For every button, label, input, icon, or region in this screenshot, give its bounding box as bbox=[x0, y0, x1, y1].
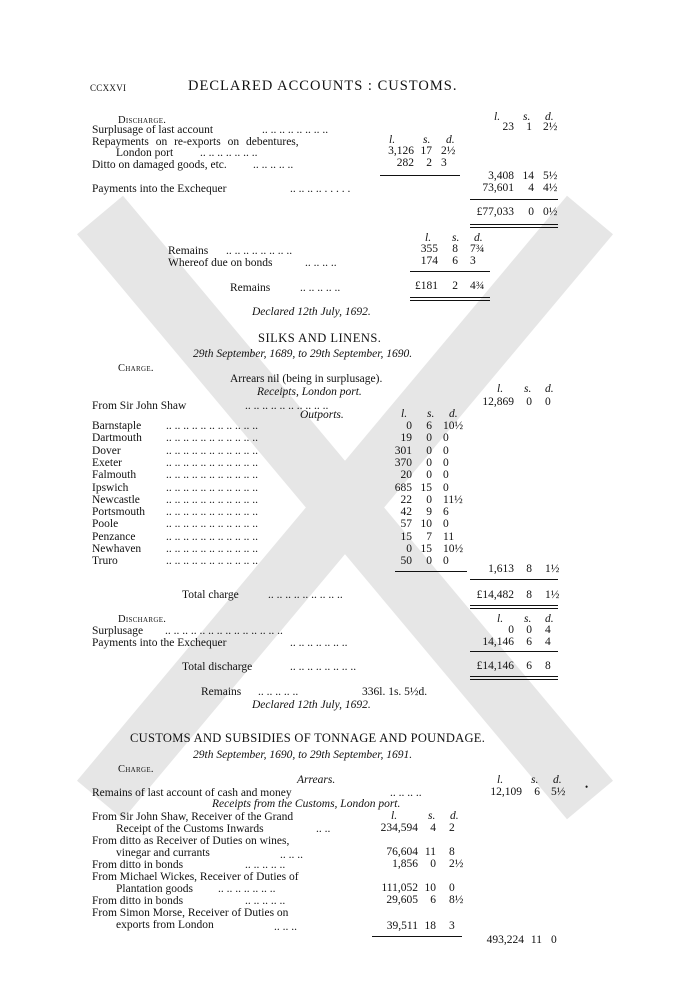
amount-l: 29,605 bbox=[386, 894, 418, 906]
amount-s: 11 bbox=[424, 846, 436, 858]
leaders: .. .. .. .. .. bbox=[258, 686, 299, 698]
amount-s: 6 bbox=[526, 660, 532, 672]
amount-s: 17 bbox=[420, 145, 432, 157]
port-d: 0 bbox=[443, 469, 449, 482]
repayments-label-1: Repayments on re-exports on debentures, bbox=[92, 136, 299, 148]
remains-last-label: Remains of last account of cash and money bbox=[92, 787, 292, 799]
amount-l: 0 bbox=[508, 624, 514, 636]
stray-mark: • bbox=[585, 782, 589, 792]
port-s: 6 bbox=[426, 420, 432, 432]
port-s: 0 bbox=[426, 444, 432, 457]
port-l: 0 bbox=[406, 420, 412, 432]
rule bbox=[470, 579, 558, 580]
leaders: .. .. .. .. .. .. .. bbox=[290, 637, 348, 649]
amount-d: 1½ bbox=[545, 563, 560, 575]
shaw-label-2: Receipt of the Customs Inwards bbox=[116, 823, 264, 835]
amount-d: 4¾ bbox=[470, 280, 485, 292]
port-d: 0 bbox=[443, 444, 449, 457]
remains-label: Remains bbox=[168, 245, 209, 257]
page-number: ccxxvi bbox=[90, 79, 127, 94]
rule bbox=[380, 175, 460, 176]
col-d: d. bbox=[553, 774, 562, 786]
arrears-heading: Arrears. bbox=[297, 774, 336, 786]
double-rule bbox=[470, 224, 558, 228]
leaders: .. .. .. .. .. .. .. .. .. .. .. bbox=[166, 420, 258, 432]
leaders: .. .. .. .. .. .. .. .. .. .. .. bbox=[166, 530, 258, 543]
declared-note: Declared 12th July, 1692. bbox=[252, 699, 371, 711]
amount-s: 0 bbox=[528, 206, 534, 218]
amount-d: 2½ bbox=[441, 145, 456, 157]
col-l: l. bbox=[494, 111, 501, 123]
col-d: d. bbox=[474, 232, 483, 244]
port-s: 0 bbox=[426, 432, 432, 445]
wickes-label-1: From Michael Wickes, Receiver of Duties of bbox=[92, 871, 299, 883]
running-title: DECLARED ACCOUNTS : CUSTOMS. bbox=[188, 78, 458, 94]
amount-l: 14,146 bbox=[482, 636, 514, 648]
amount-d: 1½ bbox=[545, 589, 560, 601]
wines-label-2: vinegar and currants bbox=[116, 847, 210, 859]
morse-label-1: From Simon Morse, Receiver of Duties on bbox=[92, 907, 289, 919]
wickes-label-2: Plantation goods bbox=[116, 883, 193, 895]
leaders: .. .. .. .. .. bbox=[300, 282, 341, 294]
declared-note: Declared 12th July, 1692. bbox=[252, 306, 371, 318]
port-l: 50 bbox=[400, 555, 412, 568]
amount-l: 355 bbox=[420, 243, 438, 255]
amount-d: 7¾ bbox=[470, 243, 485, 255]
leaders: .. .. .. .. .. .. .. .. .. .. .. bbox=[166, 543, 258, 555]
leaders: .. .. .. .. bbox=[390, 787, 422, 799]
port-s: 0 bbox=[426, 456, 432, 469]
col-l: l. bbox=[391, 810, 398, 822]
amount-l: £77,033 bbox=[476, 206, 514, 218]
col-d: d. bbox=[446, 134, 455, 146]
amount-d: 8 bbox=[449, 846, 455, 858]
amount-l: 73,601 bbox=[482, 182, 514, 194]
leaders: .. .. bbox=[316, 823, 331, 835]
amount-s: 14 bbox=[522, 170, 534, 182]
remains2-label: Remains bbox=[230, 282, 271, 294]
charge-heading: Charge. bbox=[118, 363, 154, 374]
amount-l: 234,594 bbox=[380, 822, 418, 834]
amount-s: 0 bbox=[430, 858, 436, 870]
port-d: 10½ bbox=[443, 420, 464, 432]
port-l: 20 bbox=[400, 469, 412, 482]
port-l: 0 bbox=[406, 543, 412, 555]
amount-s: 6 bbox=[534, 786, 540, 798]
port-s: 15 bbox=[420, 543, 432, 555]
section-title: SILKS AND LINENS. bbox=[258, 331, 382, 345]
rule bbox=[410, 271, 490, 272]
receipts-heading: Receipts, London port. bbox=[257, 386, 362, 398]
leaders: .. .. .. .. .. .. .. bbox=[218, 883, 276, 895]
port-name: Exeter bbox=[92, 456, 123, 469]
col-s: s. bbox=[452, 232, 460, 244]
amount-l: 12,869 bbox=[482, 396, 514, 408]
leaders: .. .. .. .. .. .. .. .. .. .. .. bbox=[166, 518, 258, 531]
leaders: .. .. .. .. .. .. .. .. .. .. .. bbox=[166, 432, 258, 445]
amount-s: 0 bbox=[526, 396, 532, 408]
amount-d: 8 bbox=[545, 660, 551, 672]
leaders: .. .. .. .. .. bbox=[253, 159, 294, 171]
port-d: 11 bbox=[443, 530, 455, 543]
port-name: Truro bbox=[92, 555, 118, 568]
port-d: 0 bbox=[443, 432, 449, 445]
col-d: d. bbox=[545, 613, 554, 625]
port-name: Newcastle bbox=[92, 493, 140, 506]
leaders: .. .. .. .. .. .. .. .. .. .. .. bbox=[166, 493, 258, 506]
port-s: 0 bbox=[426, 493, 432, 506]
col-s: s. bbox=[423, 134, 431, 146]
col-l: l. bbox=[497, 383, 504, 395]
amount-s: 6 bbox=[430, 894, 436, 906]
amount-s: 4 bbox=[528, 182, 534, 194]
col-s: s. bbox=[523, 111, 531, 123]
leaders: .. .. .. bbox=[280, 849, 303, 861]
port-s: 7 bbox=[426, 530, 432, 543]
amount-d: 2 bbox=[449, 822, 455, 834]
col-s: s. bbox=[428, 810, 436, 822]
col-l: l. bbox=[389, 134, 396, 146]
receipts-heading: Receipts from the Customs, London port. bbox=[212, 798, 401, 810]
port-l: 685 bbox=[394, 481, 412, 494]
port-s: 15 bbox=[420, 481, 432, 494]
morse-label-2: exports from London bbox=[116, 919, 214, 931]
total-discharge-label: Total discharge bbox=[182, 661, 253, 673]
amount-d: 3 bbox=[449, 920, 455, 932]
amount-l: 76,604 bbox=[386, 846, 418, 858]
amount-l: 1,856 bbox=[392, 858, 418, 870]
amount-s: 0 bbox=[526, 624, 532, 636]
port-name: Poole bbox=[92, 518, 119, 531]
col-l: l. bbox=[425, 232, 432, 244]
amount-l: £181 bbox=[415, 280, 438, 292]
port-name: Ipswich bbox=[92, 481, 129, 494]
amount-s: 8 bbox=[526, 589, 532, 601]
col-d: d. bbox=[449, 408, 458, 420]
amount-s: 8 bbox=[526, 563, 532, 575]
amount-d: 2½ bbox=[449, 858, 464, 870]
port-l: 19 bbox=[400, 432, 412, 445]
total-charge-label: Total charge bbox=[182, 589, 239, 601]
col-l: l. bbox=[497, 613, 504, 625]
port-l: 57 bbox=[400, 518, 412, 531]
col-s: s. bbox=[524, 383, 532, 395]
exchequer-label: Payments into the Exchequer bbox=[92, 183, 227, 195]
leaders: .. .. .. .. .. .. .. .. .. .. .. .. .. .. bbox=[165, 625, 283, 637]
port-name: Barnstaple bbox=[92, 420, 142, 432]
amount-l: 39,511 bbox=[386, 920, 418, 932]
double-rule bbox=[470, 605, 558, 609]
surplusage-label: Surplusage of last account bbox=[92, 124, 214, 136]
discharge-heading: Discharge. bbox=[118, 115, 167, 126]
bonds-label-1: From ditto in bonds bbox=[92, 859, 184, 871]
leaders: .. .. .. .. .. .. .. .. bbox=[226, 245, 293, 257]
port-d: 11½ bbox=[443, 493, 463, 506]
amount-s: 6 bbox=[452, 255, 458, 267]
leaders: .. .. .. .. .. .. .. .. .. .. .. bbox=[166, 444, 258, 457]
discharge-heading: Discharge. bbox=[118, 614, 167, 625]
section-dates: 29th September, 1689, to 29th September, 1690. bbox=[193, 348, 413, 360]
leaders: .. .. .. .. .. .. .. .. bbox=[262, 124, 329, 136]
amount-d: 4 bbox=[545, 636, 551, 648]
amount-d: 5½ bbox=[543, 170, 558, 182]
section-title: CUSTOMS AND SUBSIDIES OF TONNAGE AND POUNDAGE. bbox=[130, 731, 486, 745]
amount-d: 8½ bbox=[449, 894, 464, 906]
leaders: .. .. .. .. . . . . . bbox=[290, 183, 351, 195]
port-name: Newhaven bbox=[92, 543, 142, 555]
amount-d: 3 bbox=[441, 157, 447, 169]
port-s: 0 bbox=[426, 555, 432, 568]
port-d: 0 bbox=[443, 481, 449, 494]
double-rule bbox=[470, 676, 558, 680]
amount-l: 3,408 bbox=[488, 170, 514, 182]
amount-l: 3,126 bbox=[388, 145, 414, 157]
amount-d: 3 bbox=[470, 255, 476, 267]
leaders: .. .. .. bbox=[274, 921, 297, 933]
amount-s: 1 bbox=[526, 121, 532, 133]
surplusage-label: Surplusage bbox=[92, 625, 144, 637]
leaders: .. .. .. .. .. bbox=[245, 859, 286, 871]
section-dates: 29th September, 1690, to 29th September, 1691. bbox=[193, 749, 413, 761]
charge-heading: Charge. bbox=[118, 764, 154, 775]
amount-d: 0½ bbox=[543, 206, 558, 218]
amount-l: 282 bbox=[396, 157, 414, 169]
amount-l: £14,482 bbox=[476, 589, 514, 601]
port-d: 6 bbox=[443, 506, 449, 519]
port-d: 0 bbox=[443, 456, 449, 469]
port-name: Falmouth bbox=[92, 469, 137, 482]
amount-d: 5½ bbox=[551, 786, 566, 798]
amount-s: 8 bbox=[452, 243, 458, 255]
leaders: .. .. .. .. .. .. .. .. .. .. .. bbox=[166, 469, 258, 482]
leaders: .. .. .. .. .. .. .. .. .. .. .. bbox=[166, 555, 258, 568]
amount-s: 4 bbox=[430, 822, 436, 834]
leaders: .. .. .. .. .. bbox=[245, 895, 286, 907]
outports-heading: Outports. bbox=[300, 409, 344, 421]
double-rule bbox=[410, 297, 490, 301]
shaw-label-1: From Sir John Shaw, Receiver of the Grand bbox=[92, 811, 294, 823]
port-l: 42 bbox=[400, 506, 412, 519]
remains-label: Remains bbox=[201, 686, 242, 698]
amount-d: 0 bbox=[551, 934, 557, 946]
amount-l: 23 bbox=[502, 121, 514, 133]
col-d: d. bbox=[545, 111, 554, 123]
port-d: 0 bbox=[443, 555, 449, 568]
col-s: s. bbox=[427, 408, 435, 420]
amount-l: 12,109 bbox=[490, 786, 522, 798]
rule bbox=[395, 571, 467, 572]
amount-d: 0 bbox=[449, 882, 455, 894]
col-l: l. bbox=[401, 408, 408, 420]
port-l: 301 bbox=[394, 444, 412, 457]
amount-l: 493,224 bbox=[486, 934, 524, 946]
col-l: l. bbox=[497, 774, 504, 786]
amount-l: 1,613 bbox=[488, 563, 514, 575]
rule bbox=[470, 651, 558, 652]
leaders: .. .. .. .. .. .. .. .. .. .. .. bbox=[166, 481, 258, 494]
port-l: 370 bbox=[394, 456, 412, 469]
leaders: .. .. .. .. bbox=[305, 257, 337, 269]
amount-d: 4 bbox=[545, 624, 551, 636]
port-l: 15 bbox=[400, 530, 412, 543]
repayments-label-2: London port bbox=[116, 147, 174, 159]
port-s: 9 bbox=[426, 506, 432, 519]
amount-l: 174 bbox=[420, 255, 438, 267]
port-name: Dover bbox=[92, 444, 121, 457]
amount-s: 2 bbox=[426, 157, 432, 169]
col-d: d. bbox=[545, 383, 554, 395]
rule bbox=[470, 199, 558, 200]
amount-s: 10 bbox=[424, 882, 436, 894]
leaders: .. .. .. .. .. .. .. .. bbox=[290, 661, 357, 673]
port-d: 10½ bbox=[443, 543, 464, 555]
amount-s: 18 bbox=[424, 920, 436, 932]
amount-d: 2½ bbox=[543, 121, 558, 133]
amount-l: 111,052 bbox=[381, 882, 418, 894]
col-s: s. bbox=[531, 774, 539, 786]
whereof-label: Whereof due on bonds bbox=[168, 257, 273, 269]
port-d: 0 bbox=[443, 518, 449, 531]
amount-d: 4½ bbox=[543, 182, 558, 194]
port-l: 22 bbox=[400, 493, 412, 506]
col-d: d. bbox=[450, 810, 459, 822]
remains-value: 336l. 1s. 5½d. bbox=[362, 686, 428, 698]
amount-d: 0 bbox=[545, 396, 551, 408]
leaders: .. .. .. .. .. .. .. .. .. .. .. bbox=[166, 456, 258, 469]
damaged-label: Ditto on damaged goods, etc. bbox=[92, 159, 227, 171]
amount-l: £14,146 bbox=[476, 660, 514, 672]
port-name: Dartmouth bbox=[92, 432, 142, 445]
exchequer-label: Payments into the Exchequer bbox=[92, 637, 227, 649]
leaders: .. .. .. .. .. .. .. .. .. .. .. bbox=[166, 506, 258, 519]
wines-label-1: From ditto as Receiver of Duties on wines, bbox=[92, 835, 290, 847]
amount-s: 11 bbox=[530, 934, 542, 946]
port-name: Penzance bbox=[92, 530, 136, 543]
rule bbox=[372, 936, 462, 937]
port-s: 10 bbox=[420, 518, 432, 531]
leaders: .. .. .. .. .. .. .. bbox=[200, 147, 258, 159]
amount-s: 6 bbox=[526, 636, 532, 648]
port-s: 0 bbox=[426, 469, 432, 482]
port-name: Portsmouth bbox=[92, 506, 146, 519]
col-s: s. bbox=[524, 613, 532, 625]
amount-s: 2 bbox=[452, 280, 458, 292]
arrears-note: Arrears nil (being in surplusage). bbox=[230, 373, 383, 385]
shaw-label: From Sir John Shaw bbox=[92, 400, 187, 412]
leaders: .. .. .. .. .. .. .. .. .. bbox=[268, 589, 343, 601]
leaders: .. .. .. .. .. .. .. .. .. .. bbox=[245, 400, 329, 412]
bonds-label-2: From ditto in bonds bbox=[92, 895, 184, 907]
